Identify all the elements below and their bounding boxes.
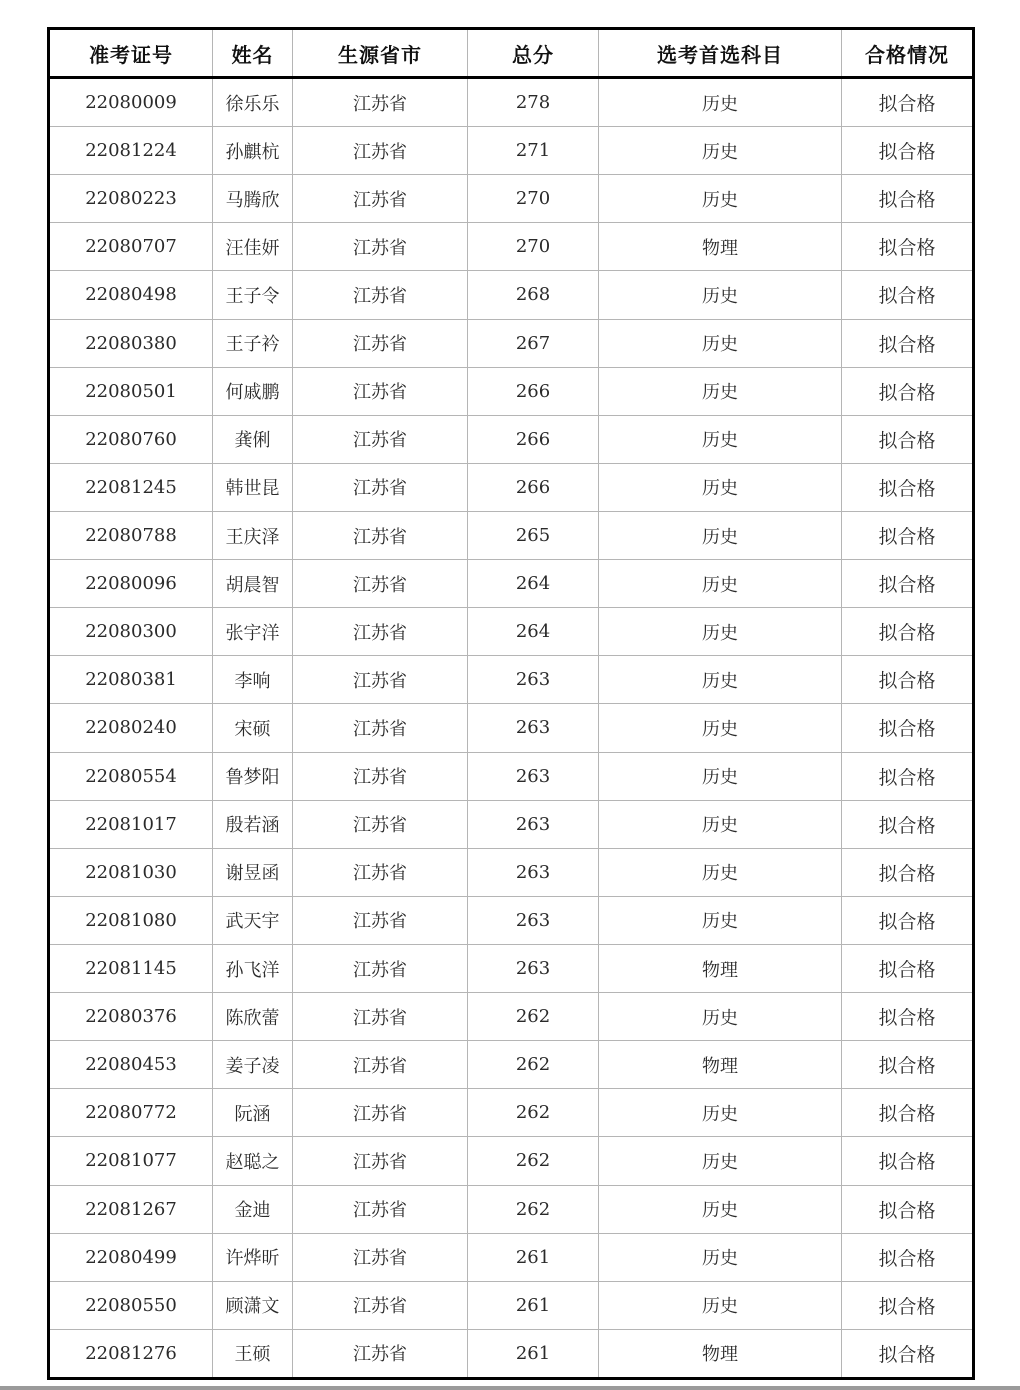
status-cell: 拟合格	[842, 1041, 974, 1089]
name-cell: 谢昱函	[213, 848, 293, 896]
score-cell: 266	[468, 415, 599, 463]
name-cell: 徐乐乐	[213, 78, 293, 127]
status-cell: 拟合格	[842, 271, 974, 319]
status-cell: 拟合格	[842, 944, 974, 992]
exam-id-cell: 22080788	[49, 511, 213, 559]
table-row	[49, 896, 974, 944]
subject-cell: 物理	[599, 944, 842, 992]
score-cell: 266	[468, 463, 599, 511]
status-cell: 拟合格	[842, 1233, 974, 1281]
score-cell: 263	[468, 656, 599, 704]
subject-cell: 历史	[599, 367, 842, 415]
score-cell: 263	[468, 752, 599, 800]
subject-cell: 历史	[599, 993, 842, 1041]
status-cell: 拟合格	[842, 800, 974, 848]
score-cell: 271	[468, 127, 599, 175]
name-cell: 鲁梦阳	[213, 752, 293, 800]
province-cell: 江苏省	[293, 896, 468, 944]
score-cell: 262	[468, 1137, 599, 1185]
exam-id-cell: 22080760	[49, 415, 213, 463]
exam-id-cell: 22081145	[49, 944, 213, 992]
table-row	[49, 1329, 974, 1378]
status-cell: 拟合格	[842, 656, 974, 704]
status-cell: 拟合格	[842, 175, 974, 223]
subject-cell: 历史	[599, 896, 842, 944]
score-cell: 263	[468, 800, 599, 848]
score-cell: 267	[468, 319, 599, 367]
name-cell: 陈欣蕾	[213, 993, 293, 1041]
province-cell: 江苏省	[293, 127, 468, 175]
subject-cell: 历史	[599, 608, 842, 656]
table-body	[49, 78, 974, 1379]
exam-id-cell: 22081030	[49, 848, 213, 896]
exam-id-cell: 22080501	[49, 367, 213, 415]
name-cell: 龚俐	[213, 415, 293, 463]
header-total-score: 总分	[468, 29, 599, 78]
province-cell: 江苏省	[293, 1281, 468, 1329]
subject-cell: 物理	[599, 223, 842, 271]
table-row	[49, 127, 974, 175]
header-name: 姓名	[213, 29, 293, 78]
exam-id-cell: 22080772	[49, 1089, 213, 1137]
province-cell: 江苏省	[293, 1137, 468, 1185]
province-cell: 江苏省	[293, 511, 468, 559]
province-cell: 江苏省	[293, 1329, 468, 1378]
status-cell: 拟合格	[842, 1329, 974, 1378]
name-cell: 王硕	[213, 1329, 293, 1378]
subject-cell: 历史	[599, 319, 842, 367]
score-cell: 268	[468, 271, 599, 319]
exam-id-cell: 22081267	[49, 1185, 213, 1233]
province-cell: 江苏省	[293, 175, 468, 223]
table-row	[49, 78, 974, 127]
status-cell: 拟合格	[842, 1281, 974, 1329]
name-cell: 王庆泽	[213, 511, 293, 559]
status-cell: 拟合格	[842, 848, 974, 896]
exam-id-cell: 22080223	[49, 175, 213, 223]
header-qualification-status: 合格情况	[842, 29, 974, 78]
score-cell: 262	[468, 1089, 599, 1137]
score-cell: 263	[468, 848, 599, 896]
province-cell: 江苏省	[293, 271, 468, 319]
score-cell: 262	[468, 1185, 599, 1233]
exam-id-cell: 22080499	[49, 1233, 213, 1281]
table-row	[49, 656, 974, 704]
name-cell: 宋硕	[213, 704, 293, 752]
table-row	[49, 944, 974, 992]
header-province: 生源省市	[293, 29, 468, 78]
name-cell: 马腾欣	[213, 175, 293, 223]
table-row	[49, 415, 974, 463]
table-row	[49, 1041, 974, 1089]
subject-cell: 物理	[599, 1041, 842, 1089]
subject-cell: 历史	[599, 1185, 842, 1233]
exam-id-cell: 22080550	[49, 1281, 213, 1329]
subject-cell: 历史	[599, 127, 842, 175]
table-row	[49, 1089, 974, 1137]
subject-cell: 历史	[599, 560, 842, 608]
status-cell: 拟合格	[842, 752, 974, 800]
province-cell: 江苏省	[293, 752, 468, 800]
province-cell: 江苏省	[293, 704, 468, 752]
status-cell: 拟合格	[842, 896, 974, 944]
header-primary-subject: 选考首选科目	[599, 29, 842, 78]
name-cell: 武天宇	[213, 896, 293, 944]
name-cell: 王子衿	[213, 319, 293, 367]
subject-cell: 历史	[599, 175, 842, 223]
subject-cell: 历史	[599, 1233, 842, 1281]
name-cell: 汪佳妍	[213, 223, 293, 271]
exam-id-cell: 22080300	[49, 608, 213, 656]
table-row	[49, 848, 974, 896]
status-cell: 拟合格	[842, 319, 974, 367]
score-cell: 264	[468, 560, 599, 608]
province-cell: 江苏省	[293, 560, 468, 608]
table-row	[49, 704, 974, 752]
table-row	[49, 367, 974, 415]
score-cell: 263	[468, 944, 599, 992]
name-cell: 殷若涵	[213, 800, 293, 848]
score-cell: 261	[468, 1233, 599, 1281]
province-cell: 江苏省	[293, 944, 468, 992]
page-bottom-edge	[0, 1386, 1020, 1390]
subject-cell: 历史	[599, 271, 842, 319]
name-cell: 孙麒杭	[213, 127, 293, 175]
score-cell: 264	[468, 608, 599, 656]
exam-id-cell: 22080380	[49, 319, 213, 367]
name-cell: 赵聪之	[213, 1137, 293, 1185]
score-cell: 270	[468, 223, 599, 271]
subject-cell: 历史	[599, 511, 842, 559]
province-cell: 江苏省	[293, 1233, 468, 1281]
exam-id-cell: 22080096	[49, 560, 213, 608]
name-cell: 阮涵	[213, 1089, 293, 1137]
subject-cell: 历史	[599, 704, 842, 752]
exam-id-cell: 22080009	[49, 78, 213, 127]
name-cell: 姜子凌	[213, 1041, 293, 1089]
table-row	[49, 993, 974, 1041]
score-cell: 262	[468, 993, 599, 1041]
table-row	[49, 1137, 974, 1185]
subject-cell: 历史	[599, 463, 842, 511]
province-cell: 江苏省	[293, 415, 468, 463]
score-cell: 278	[468, 78, 599, 127]
exam-id-cell: 22080453	[49, 1041, 213, 1089]
status-cell: 拟合格	[842, 415, 974, 463]
subject-cell: 历史	[599, 78, 842, 127]
exam-id-cell: 22081077	[49, 1137, 213, 1185]
score-cell: 265	[468, 511, 599, 559]
subject-cell: 历史	[599, 848, 842, 896]
table-header	[49, 29, 974, 78]
exam-id-cell: 22081017	[49, 800, 213, 848]
score-cell: 270	[468, 175, 599, 223]
header-exam-id: 准考证号	[49, 29, 213, 78]
exam-id-cell: 22080498	[49, 271, 213, 319]
name-cell: 孙飞洋	[213, 944, 293, 992]
exam-id-cell: 22081245	[49, 463, 213, 511]
subject-cell: 历史	[599, 1281, 842, 1329]
province-cell: 江苏省	[293, 656, 468, 704]
table-row	[49, 1233, 974, 1281]
results-table	[47, 27, 975, 1380]
province-cell: 江苏省	[293, 319, 468, 367]
subject-cell: 物理	[599, 1329, 842, 1378]
province-cell: 江苏省	[293, 1041, 468, 1089]
name-cell: 李响	[213, 656, 293, 704]
status-cell: 拟合格	[842, 560, 974, 608]
score-cell: 263	[468, 704, 599, 752]
score-cell: 266	[468, 367, 599, 415]
exam-id-cell: 22081224	[49, 127, 213, 175]
table-row	[49, 1185, 974, 1233]
table-row	[49, 1281, 974, 1329]
subject-cell: 历史	[599, 415, 842, 463]
province-cell: 江苏省	[293, 367, 468, 415]
name-cell: 王子令	[213, 271, 293, 319]
province-cell: 江苏省	[293, 993, 468, 1041]
province-cell: 江苏省	[293, 223, 468, 271]
table-row	[49, 175, 974, 223]
status-cell: 拟合格	[842, 1185, 974, 1233]
score-cell: 263	[468, 896, 599, 944]
status-cell: 拟合格	[842, 463, 974, 511]
subject-cell: 历史	[599, 800, 842, 848]
exam-id-cell: 22080381	[49, 656, 213, 704]
header-row	[49, 29, 974, 78]
subject-cell: 历史	[599, 1089, 842, 1137]
exam-id-cell: 22080240	[49, 704, 213, 752]
subject-cell: 历史	[599, 1137, 842, 1185]
province-cell: 江苏省	[293, 1185, 468, 1233]
subject-cell: 历史	[599, 752, 842, 800]
province-cell: 江苏省	[293, 1089, 468, 1137]
table-row	[49, 223, 974, 271]
province-cell: 江苏省	[293, 78, 468, 127]
table-row	[49, 560, 974, 608]
name-cell: 韩世昆	[213, 463, 293, 511]
exam-id-cell: 22080707	[49, 223, 213, 271]
status-cell: 拟合格	[842, 78, 974, 127]
province-cell: 江苏省	[293, 848, 468, 896]
table-row	[49, 463, 974, 511]
table-row	[49, 271, 974, 319]
table-row	[49, 511, 974, 559]
status-cell: 拟合格	[842, 511, 974, 559]
status-cell: 拟合格	[842, 367, 974, 415]
table-row	[49, 752, 974, 800]
name-cell: 何戚鹏	[213, 367, 293, 415]
table-row	[49, 608, 974, 656]
exam-id-cell: 22080376	[49, 993, 213, 1041]
exam-id-cell: 22081080	[49, 896, 213, 944]
name-cell: 许烨昕	[213, 1233, 293, 1281]
score-cell: 261	[468, 1329, 599, 1378]
table-row	[49, 800, 974, 848]
status-cell: 拟合格	[842, 704, 974, 752]
status-cell: 拟合格	[842, 127, 974, 175]
subject-cell: 历史	[599, 656, 842, 704]
name-cell: 金迪	[213, 1185, 293, 1233]
exam-id-cell: 22080554	[49, 752, 213, 800]
table-row	[49, 319, 974, 367]
exam-id-cell: 22081276	[49, 1329, 213, 1378]
status-cell: 拟合格	[842, 608, 974, 656]
score-cell: 262	[468, 1041, 599, 1089]
province-cell: 江苏省	[293, 800, 468, 848]
status-cell: 拟合格	[842, 223, 974, 271]
status-cell: 拟合格	[842, 1137, 974, 1185]
province-cell: 江苏省	[293, 608, 468, 656]
name-cell: 张宇洋	[213, 608, 293, 656]
status-cell: 拟合格	[842, 1089, 974, 1137]
name-cell: 胡晨智	[213, 560, 293, 608]
province-cell: 江苏省	[293, 463, 468, 511]
name-cell: 顾潇文	[213, 1281, 293, 1329]
score-cell: 261	[468, 1281, 599, 1329]
status-cell: 拟合格	[842, 993, 974, 1041]
